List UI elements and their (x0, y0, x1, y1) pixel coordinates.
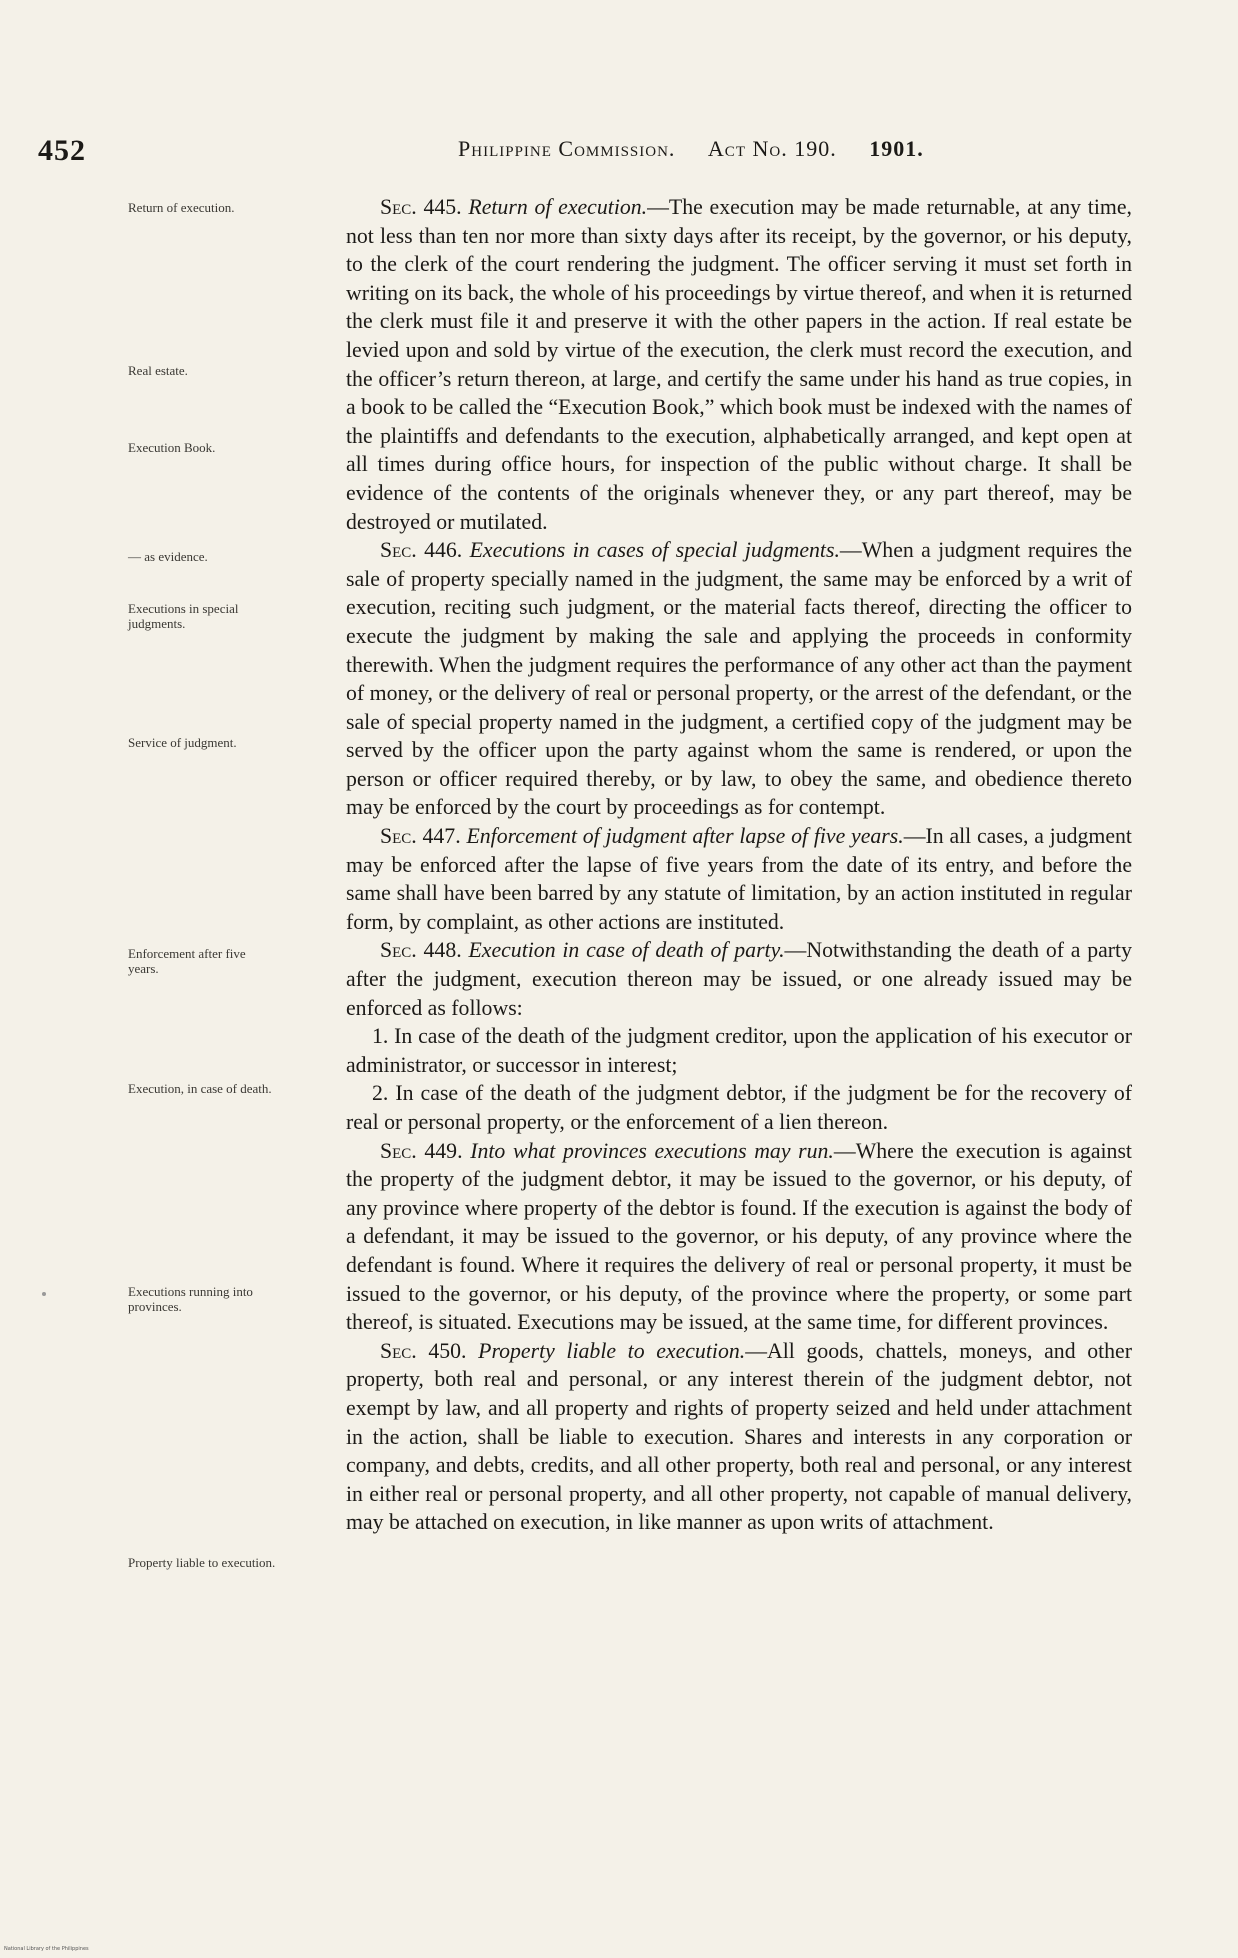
section-448-item-2: 2. In case of the death of the judgment debtor, if the judgment be for the recovery of real or personal property, or the enforcement of a lien thereon. (346, 1081, 1132, 1134)
section-450 (346, 1337, 1132, 1537)
body-text (346, 193, 1132, 1537)
section-447 (346, 822, 1132, 936)
section-number: Sec. 447. (380, 824, 461, 849)
year: 1901. (869, 136, 924, 161)
section-title: Property liable to execution. (478, 1338, 746, 1363)
margin-note-as-evidence: — as evidence. (128, 549, 208, 564)
section-445 (346, 193, 1132, 536)
section-number: Sec. 448. (380, 938, 462, 963)
page-number: 452 (38, 134, 86, 167)
section-title: Return of execution. (468, 195, 648, 219)
margin-note-real-estate: Real estate. (128, 363, 188, 378)
section-title: Executions in cases of special judgments. (469, 538, 840, 563)
section-text: —The execution may be made returnable, at any time, not less than ten nor more than sixty days after its receipt, by the governor, or his deputy, to the clerk of the court rendering the judgment. The officer serving it must set forth in writing on its back, the whole of his proceedings by virtue thereof, and when it is returned the clerk must file it and preserve it with the other papers in the action. If real estate be levied upon and sold by virtue of the execution, the clerk must record the execution, and the officer’s return thereon, at large, and certify the same under his hand as true copies, in a book to be called the “Execution Book,” which book must be indexed with the names of the plaintiffs and defendants to the execution, alphabetically arranged, and kept open at all times during office hours, for inspection of the public without charge. It shall be evidence of the contents of the originals whenever they, or any part thereof, may be destroyed or mutilated. (346, 195, 1132, 534)
act-number: Act No. 190. (707, 136, 837, 161)
section-text: —Notwithstanding the death of a party after the judgment, execution thereon may be issued, or one already issued may be enforced as follows: (346, 938, 1132, 1020)
library-footer: National Library of the Philippines (4, 1946, 89, 1952)
margin-note-execution-death: Execution, in case of death. (128, 1081, 272, 1096)
section-number: Sec. 445. (380, 195, 462, 219)
margin-note-property-liable: Property liable to execution. (128, 1555, 276, 1570)
running-head-title: Philippine Commission. (458, 136, 676, 161)
section-text: —All goods, chattels, moneys, and other property, both real and personal, or any interest therein of the judgment debtor, not exempt by law, and all property and rights of property seized and held under attachment in the action, shall be liable to execution. Shares and interests in any corporation or company, and debts, credits, and all other property, both real and personal, or any interest in either real or personal property, and all other property, not capable of manual delivery, may be attached on execution, in like manner as upon writs of attachment. (346, 1338, 1132, 1535)
margin-note-executions-special-judgments: Executions in special judgments. (128, 601, 239, 631)
margin-note-execution-book: Execution Book. (128, 440, 216, 455)
section-text: —In all cases, a judgment may be enforced after the lapse of five years from the date of its entry, and before the same shall have been barred by any statute of limitation, by an action instituted in regular form, by complaint, as other actions are instituted. (346, 824, 1132, 934)
section-title: Into what provinces executions may run. (470, 1138, 834, 1163)
section-number: Sec. 446. (380, 538, 463, 563)
section-title: Execution in case of death of party. (468, 938, 785, 963)
section-text: —When a judgment requires the sale of property specially named in the judgment, the same may be enforced by a writ of execution, reciting such judgment, or the material facts thereof, directing the officer to execute the judgment by making the sale and applying the proceeds in conformity therewith. When the judgment requires the performance of any other act than the payment of money, or the delivery of real or personal property, or the arrest of the defendant, or the sale of special property named in the judgment, a certified copy of the judgment may be served by the officer upon the party against whom the same is rendered, or upon the person or officer required thereby, or by law, to obey the same, and obedience thereto may be enforced by the court by proceedings as for contempt. (346, 538, 1133, 820)
section-title: Enforcement of judgment after lapse of five years. (466, 824, 904, 849)
section-text: —Where the execution is against the property of the judgment debtor, it may be issued to the governor, or his deputy, of any province where property of the debtor is found. If the execution is against the body of a defendant, it may be issued to the governor, or his deputy, of any province where the defendant is found. Where it requires the delivery of real or personal property, it must be issued to the governor, or his deputy, of the province where the property, or some part thereof, is situated. Executions may be issued, at the same time, for different provinces. (346, 1138, 1132, 1335)
scan-speck (42, 1292, 46, 1296)
section-449 (346, 1137, 1132, 1337)
section-446 (346, 536, 1132, 822)
section-448-item-1: 1. In case of the death of the judgment creditor, upon the application of his executor or administrator, or successor in interest; (346, 1024, 1132, 1077)
running-head (458, 136, 924, 162)
section-448 (346, 936, 1132, 1022)
section-number: Sec. 450. (380, 1338, 467, 1363)
margin-note-enforcement-five-years: Enforcement after five years. (128, 946, 246, 976)
margin-note-return-of-execution: Return of execution. (128, 200, 235, 215)
margin-note-service-of-judgment: Service of judgment. (128, 735, 237, 750)
section-number: Sec. 449. (380, 1138, 463, 1163)
margin-note-executions-provinces: Executions running into provinces. (128, 1284, 253, 1314)
